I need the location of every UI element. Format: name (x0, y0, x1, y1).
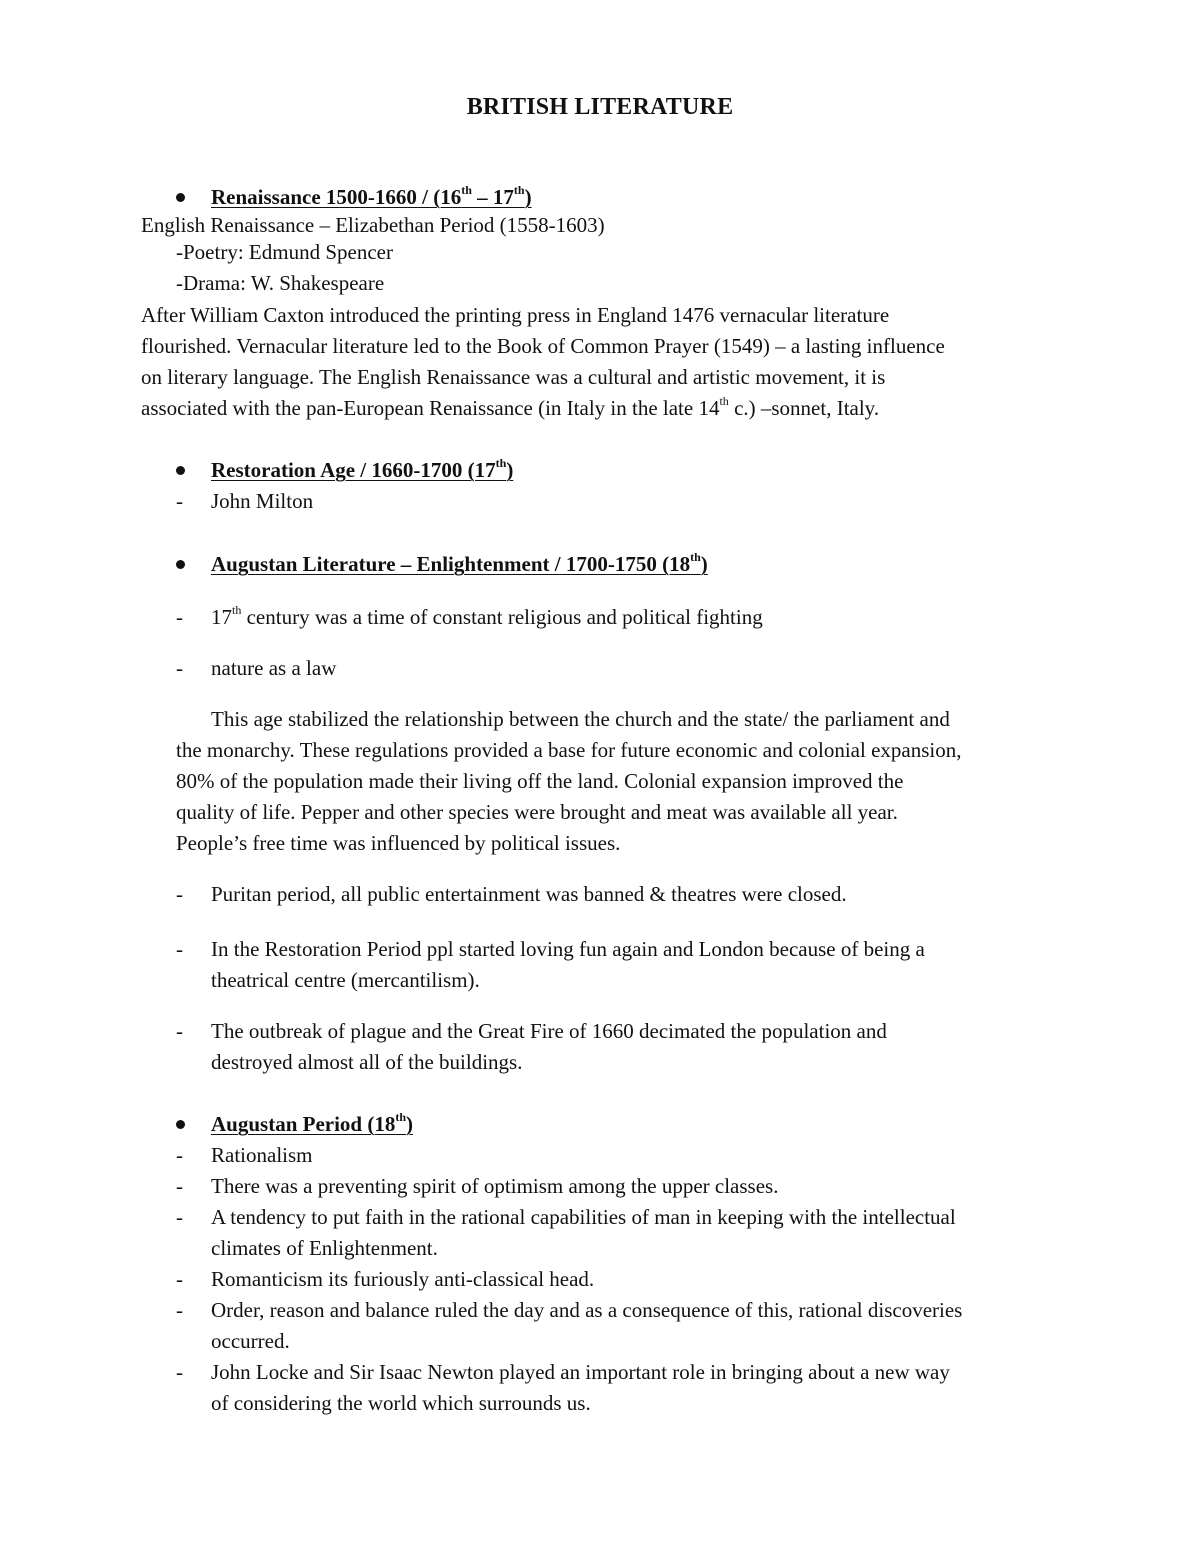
renaissance-paragraph-line: flourished. Vernacular literature led to the Book of Common Prayer (1549) – a lasting influence (141, 334, 945, 358)
list-item: Rationalism (211, 1143, 313, 1167)
list-item: Puritan period, all public entertainment was banned & theatres were closed. (211, 882, 847, 906)
list-item-continuation: climates of Enlightenment. (211, 1236, 438, 1260)
list-item-continuation: occurred. (211, 1329, 290, 1353)
list-dash: - (176, 1267, 183, 1291)
renaissance-line-2: -Poetry: Edmund Spencer (176, 240, 393, 264)
list-item-continuation: of considering the world which surrounds us. (211, 1391, 591, 1415)
list-dash: - (176, 1174, 183, 1198)
augustan-paragraph-line: This age stabilized the relationship between the church and the state/ the parliament and (211, 707, 950, 731)
list-item: Order, reason and balance ruled the day and as a consequence of this, rational discoveries (211, 1298, 963, 1322)
augustan-paragraph-line: quality of life. Pepper and other species were brought and meat was available all year. (176, 800, 898, 824)
list-dash: - (176, 656, 183, 680)
list-item: John Milton (211, 489, 314, 513)
bullet-augustan-literature (176, 560, 185, 569)
list-item: Romanticism its furiously anti-classical head. (211, 1267, 595, 1291)
augustan-paragraph-line: People’s free time was influenced by political issues. (176, 831, 621, 855)
list-item-continuation: destroyed almost all of the buildings. (211, 1050, 523, 1074)
renaissance-line-1: English Renaissance – Elizabethan Period (1558-1603) (141, 213, 605, 237)
list-item: 17th century was a time of constant religious and political fighting (211, 603, 763, 629)
list-item: A tendency to put faith in the rational capabilities of man in keeping with the intellectual (211, 1205, 956, 1229)
list-item: There was a preventing spirit of optimism among the upper classes. (211, 1174, 779, 1198)
list-dash: - (176, 605, 183, 629)
list-dash: - (176, 1019, 183, 1043)
heading-augustan-period: Augustan Period (18th) (211, 1110, 414, 1136)
heading-restoration: Restoration Age / 1660-1700 (17th) (211, 456, 514, 482)
list-dash: - (176, 882, 183, 906)
list-dash: - (176, 937, 183, 961)
bullet-augustan-period (176, 1120, 185, 1129)
list-item-continuation: theatrical centre (mercantilism). (211, 968, 480, 992)
list-item: The outbreak of plague and the Great Fire of 1660 decimated the population and (211, 1019, 887, 1043)
bullet-renaissance (176, 193, 185, 202)
list-dash: - (176, 1360, 183, 1384)
augustan-paragraph-line: 80% of the population made their living off the land. Colonial expansion improved the (176, 769, 904, 793)
bullet-restoration (176, 466, 185, 475)
list-dash: - (176, 1143, 183, 1167)
list-dash: - (176, 1298, 183, 1322)
list-dash: - (176, 1205, 183, 1229)
renaissance-line-3: -Drama: W. Shakespeare (176, 271, 385, 295)
list-item: John Locke and Sir Isaac Newton played an important role in bringing about a new way (211, 1360, 950, 1384)
augustan-paragraph-line: the monarchy. These regulations provided a base for future economic and colonial expansion, (176, 738, 962, 762)
list-dash: - (176, 489, 183, 513)
list-item: nature as a law (211, 656, 337, 680)
document-title: BRITISH LITERATURE (466, 94, 734, 120)
heading-renaissance: Renaissance 1500-1660 / (16th – 17th) (211, 183, 532, 209)
list-item: In the Restoration Period ppl started loving fun again and London because of being a (211, 937, 925, 961)
renaissance-paragraph-line: associated with the pan-European Renaissance (in Italy in the late 14th c.) –sonnet, Italy. (141, 394, 880, 420)
heading-augustan-literature: Augustan Literature – Enlightenment / 1700-1750 (18th) (211, 550, 708, 576)
renaissance-paragraph-line: After William Caxton introduced the printing press in England 1476 vernacular literature (141, 303, 890, 327)
renaissance-paragraph-line: on literary language. The English Renaissance was a cultural and artistic movement, it is (141, 365, 886, 389)
